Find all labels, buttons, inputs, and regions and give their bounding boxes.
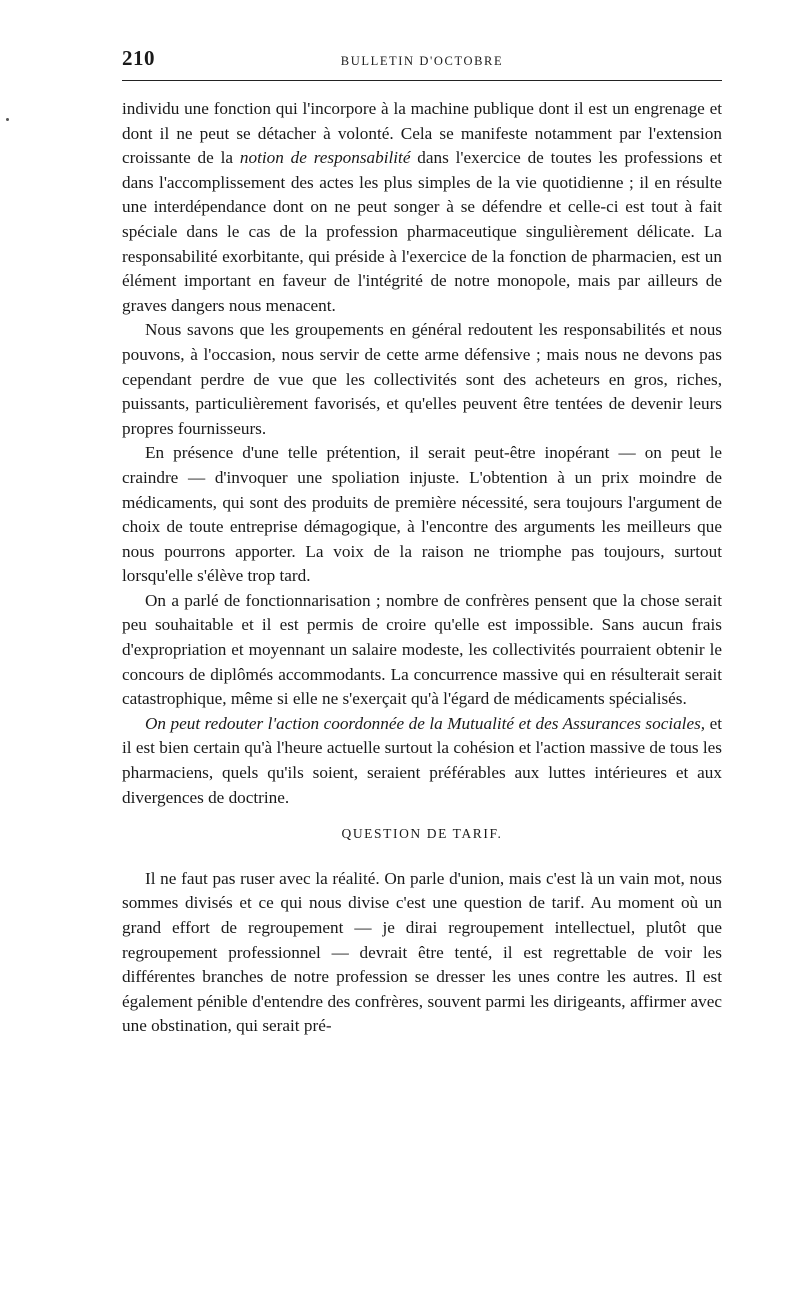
paragraph-4 (122, 589, 722, 712)
page-header (122, 46, 722, 80)
paragraph-6 (122, 867, 722, 1039)
italic-text-segment: notion de responsabilité (239, 148, 411, 168)
paragraph-5 (122, 712, 722, 810)
margin-speck (6, 118, 9, 121)
paragraph-1 (122, 97, 722, 318)
section-heading: QUESTION DE TARIF. (341, 826, 503, 842)
running-title: BULLETIN D'OCTOBRE (340, 54, 504, 68)
paragraph-3 (122, 441, 722, 589)
italic-text-segment: On peut redouter l'action coordonnée de la Mutualité et des Assurances sociales, (145, 713, 706, 733)
text-segment: dans l'exercice de toutes les professions et dans l'accomplissement des actes les plus simples de la vie quotidienne ; il en résulte une interdépendance dont on ne peut songer à se défendre et celle-ci est tout à fait spéciale dans le cas de la profession pharmaceutique singulièrement délicate. La responsabilité exorbitante, qui préside à l'exercice de la fonction de pharmacien, est un élément important en faveur de l'intégrité de notre monopole, mais par ailleurs de graves dangers nous menacent. (122, 148, 722, 315)
text-segment: Il ne faut pas ruser avec la réalité. On parle d'union, mais c'est là un vain mot, nous sommes divisés et ce qui nous divise c'est une question de tarif. Au moment où un grand effort de regroupement — je dirai regroupement intellectuel, plutôt que regroupement professionnel — devrait être tenté, il est regrettable de voir les différentes branches de notre profession se dresser les unes contre les autres. Il est également pénible d'entendre des confrères, souvent parmi les dirigeants, affirmer avec une obstination, qui serait pré- (122, 868, 722, 1036)
paragraph-2 (122, 318, 722, 441)
text-segment: On a parlé de fonctionnarisation ; nombre de confrères pensent que la chose serait peu souhaitable et il est permis de croire qu'elle est impossible. Sans aucun frais d'expropriation et moyennant un salaire modeste, les collectivités pourraient obtenir le concours de diplômés accommodants. La concurrence massive qui en résulterait serait catastrophique, même si elle ne s'exerçait qu'à l'égard de médicaments spécialisés. (122, 590, 722, 709)
page-number: 210 (122, 46, 155, 70)
text-segment: individu une fonction qui l'incorpore à la machine publique dont il est un engrenage et dont il ne peut se détacher à volonté. Cela se manifeste notamment par l'extension croissante de la (122, 99, 722, 168)
text-segment: En présence d'une telle prétention, il serait peut-être inopérant — on peut le craindre — d'invoquer une spoliation injuste. L'obtention à un prix moindre de médicaments, qui sont des produits de première nécessité, sera toujours l'argument de choix de toute entreprise démagogique, à l'encontre des arguments les meilleurs que nous pourrons apporter. La voix de la raison ne triomphe pas toujours, surtout lorsqu'elle s'élève trop tard. (122, 443, 722, 586)
header-rule (122, 80, 722, 81)
text-segment: et il est bien certain qu'à l'heure actuelle surtout la cohésion et l'action massive de tous les pharmaciens, quels qu'ils soient, seraient préférables aux luttes intérieures et aux divergences de doctrine. (122, 713, 722, 807)
text-segment: Nous savons que les groupements en général redoutent les responsabilités et nous pouvons, à l'occasion, nous servir de cette arme défensive ; mais nous ne devons pas cependant perdre de vue que les collectivités sont des acheteurs en gros, riches, puissants, particulièrement favorisés, et qu'elles peuvent être tentées de devenir leurs propres fournisseurs. (122, 320, 722, 438)
article-body (122, 97, 722, 1039)
